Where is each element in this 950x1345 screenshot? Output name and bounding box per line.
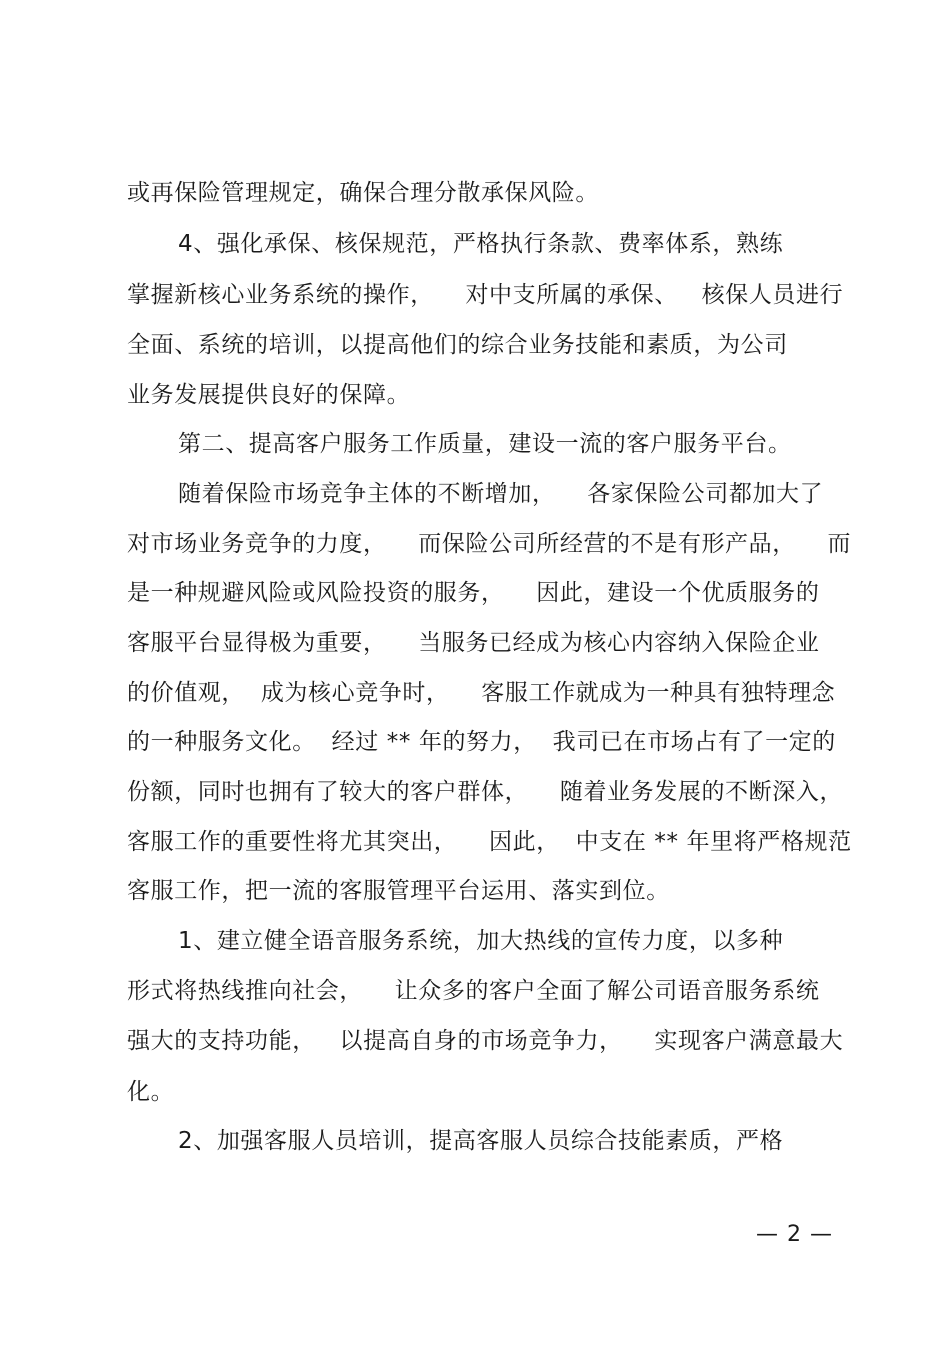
- text-line-13: 份额，同时也拥有了较大的客户群体， 随着业务发展的不断深入，: [127, 779, 844, 805]
- text-line-9: 是一种规避风险或风险投资的服务， 因此，建设一个优质服务的: [127, 580, 820, 606]
- text-line-15: 客服工作，把一流的客服管理平台运用、落实到位。: [127, 878, 670, 904]
- text-line-16: 1、建立健全语音服务系统，加大热线的宣传力度，以多种: [178, 928, 784, 954]
- page-number: — 2 —: [756, 1222, 833, 1247]
- text-line-18: 强大的支持功能， 以提高自身的市场竞争力， 实现客户满意最大: [127, 1028, 844, 1054]
- text-line-10: 客服平台显得极为重要， 当服务已经成为核心内容纳入保险企业: [127, 630, 820, 656]
- text-line-6: 第二、提高客户服务工作质量，建设一流的客户服务平台。: [178, 431, 792, 457]
- text-line-1: 或再保险管理规定，确保合理分散承保风险。: [127, 180, 599, 206]
- text-line-5: 业务发展提供良好的保障。: [127, 382, 411, 408]
- text-line-4: 全面、系统的培训，以提高他们的综合业务技能和素质，为公司: [127, 332, 788, 358]
- text-line-11: 的价值观， 成为核心竞争时， 客服工作就成为一种具有独特理念: [127, 680, 836, 706]
- text-line-3: 掌握新核心业务系统的操作， 对中支所属的承保、 核保人员进行: [127, 282, 844, 308]
- text-line-2: 4、强化承保、核保规范，严格执行条款、费率体系，熟练: [178, 231, 784, 257]
- text-line-19: 化。: [127, 1079, 175, 1105]
- text-line-12: 的一种服务文化。 经过 ** 年的努力， 我司已在市场占有了一定的: [127, 729, 836, 755]
- text-line-20: 2、加强客服人员培训，提高客服人员综合技能素质，严格: [178, 1128, 784, 1154]
- text-line-17: 形式将热线推向社会， 让众多的客户全面了解公司语音服务系统: [127, 978, 820, 1004]
- text-line-14: 客服工作的重要性将尤其突出， 因此， 中支在 ** 年里将严格规范: [127, 829, 852, 855]
- text-line-7: 随着保险市场竞争主体的不断增加， 各家保险公司都加大了: [178, 481, 824, 507]
- text-line-8: 对市场业务竞争的力度， 而保险公司所经营的不是有形产品， 而: [127, 531, 852, 557]
